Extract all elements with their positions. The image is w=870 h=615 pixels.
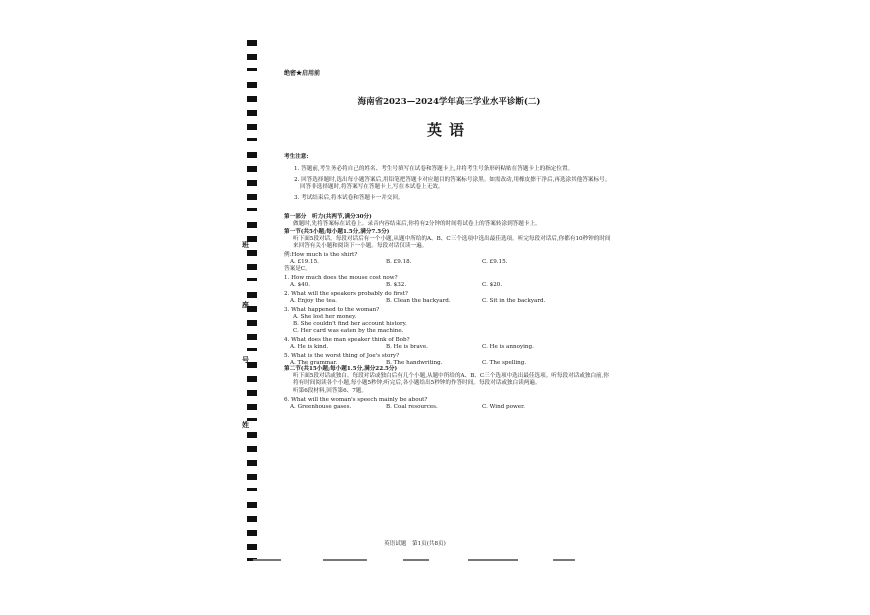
question: 6. What will the woman's speech mainly be about? <box>284 397 428 404</box>
binding-dash <box>247 40 257 46</box>
question: 4. What does the man speaker think of Bob? <box>284 336 410 343</box>
option: A. $40. <box>290 281 311 288</box>
binding-dash <box>247 138 257 141</box>
question: 2. What will the speakers probably do first? <box>284 290 408 297</box>
question-options <box>284 404 614 411</box>
option: C. $20. <box>482 281 503 288</box>
side-label: 班 <box>242 240 249 249</box>
scan-mark <box>253 559 281 561</box>
option: B. She couldn't find her account history. <box>293 320 407 327</box>
confidential-label: 绝密★启用前 <box>284 70 321 77</box>
option: C. Wind power. <box>482 404 525 411</box>
part1-heading: 第一部分 听力(共两节,满分30分) <box>284 213 372 220</box>
section1-intro: 听下面5段对话。每段对话后有一个小题,从题中所给的A、B、C三个选项中选出最佳选项。听完每段对话后,你都有10秒钟的时间来回答有关小题和阅读下一小题。每段对话仅读一遍。 <box>293 235 611 249</box>
example-answer: 答案是C。 <box>284 265 311 272</box>
page-footer: 英语试题 第1页(共8页) <box>384 541 446 547</box>
binding-dash <box>247 460 257 466</box>
binding-dash <box>247 292 257 298</box>
binding-dash <box>247 222 257 228</box>
binding-dash <box>247 488 257 491</box>
question-options <box>284 344 614 351</box>
binding-dash <box>247 82 257 88</box>
example-question: 例:How much is the shirt? <box>284 251 358 258</box>
scan-bottom-edge <box>253 559 583 561</box>
option: C. He is annoying. <box>482 343 534 350</box>
binding-dash <box>247 264 257 270</box>
option: B. He is brave. <box>386 343 428 350</box>
material-note: 听第6段材料,回答第6、7题。 <box>293 388 367 395</box>
binding-dash <box>247 180 257 186</box>
binding-dash <box>247 474 257 480</box>
note-item: 2. 回答选择题时,选出每小题答案后,用铅笔把答题卡对应题目的答案标号涂黑。如需改动,用橡皮擦干净后,再选涂其他答案标号。回答非选择题时,将答案写在答题卡上,写在本试卷上无效。 <box>294 176 611 190</box>
option: A. She lost her money. <box>293 313 357 320</box>
option: C. Her card was eaten by the machine. <box>293 327 404 334</box>
question: 3. What happened to the woman? <box>284 306 380 313</box>
option: A. He is kind. <box>290 343 329 350</box>
binding-dash <box>247 166 257 172</box>
option: B. Clean the backyard. <box>386 297 451 304</box>
binding-dash <box>247 96 257 102</box>
binding-dash <box>247 530 257 536</box>
question-options <box>284 298 614 305</box>
scan-mark <box>403 559 429 561</box>
option: A. Enjoy the tea. <box>290 297 337 304</box>
side-label: 号 <box>242 355 249 364</box>
section1-heading: 第一节(共5小题;每小题1.5分,满分7.5分) <box>284 228 390 235</box>
exam-title: 海南省2023—2024学年高三学业水平诊断(二) <box>357 96 541 107</box>
binding-dash <box>247 376 257 382</box>
question: 5. What is the worst thing of Joe's story? <box>284 352 400 359</box>
binding-dash <box>247 110 257 116</box>
binding-dash <box>247 544 257 550</box>
option: A. Greenhouse gases. <box>290 404 352 411</box>
notes-heading: 考生注意: <box>284 153 309 160</box>
binding-dash <box>247 124 257 130</box>
scan-mark <box>468 559 518 561</box>
binding-dash <box>247 432 257 438</box>
binding-dash <box>247 54 257 60</box>
option: A. £19.15. <box>290 258 319 265</box>
binding-dash <box>247 278 257 281</box>
binding-dash <box>247 502 257 508</box>
question-options <box>284 282 614 289</box>
option: A. The grammar. <box>290 359 338 366</box>
exam-content <box>284 70 614 411</box>
binding-dash <box>247 68 257 71</box>
section2-heading: 第二节(共15小题;每小题1.5分,满分22.5分) <box>284 366 398 373</box>
option: B. The handwriting. <box>386 359 443 366</box>
side-label: 座 <box>242 300 249 309</box>
binding-dash <box>247 390 257 396</box>
scan-mark <box>553 559 575 561</box>
subject-title: 英语 <box>426 121 471 140</box>
option: C. The spelling. <box>482 359 527 366</box>
option: B. Coal resources. <box>386 404 438 411</box>
note-item: 1. 答题前,考生务必将自己的姓名、考生号填写在试卷和答题卡上,并将考生号条形码粘贴在答题卡上的指定位置。 <box>294 165 574 172</box>
binding-dash <box>247 152 257 158</box>
binding-dash <box>247 208 257 211</box>
question: 1. How much does the mouse cost now? <box>284 274 398 281</box>
binding-dash <box>247 320 257 326</box>
example-options <box>284 259 614 266</box>
note-item: 3. 考试结束后,将本试卷和答题卡一并交回。 <box>294 194 404 201</box>
binding-dash <box>247 516 257 522</box>
binding-dash <box>247 334 257 340</box>
part1-intro: 做题时,先将答案标在试卷上。录音内容结束后,你将有2分钟的时间将试卷上的答案转涂到答题卡上。 <box>293 220 541 227</box>
binding-dash <box>247 404 257 410</box>
option: C. £9.15. <box>482 258 508 265</box>
option: B. £9.18. <box>386 258 412 265</box>
binding-dash <box>247 250 257 256</box>
option: B. $32. <box>386 281 407 288</box>
binding-dash <box>247 446 257 452</box>
binding-dash <box>247 194 257 200</box>
binding-dash <box>247 348 257 351</box>
scan-mark <box>323 559 367 561</box>
side-label: 姓 <box>242 420 249 429</box>
section2-intro: 听下面5段对话或独白。每段对话或独白后有几个小题,从题中所给的A、B、C三个选项中选出最佳选项。听每段对话或独白前,你将有时间阅读各个小题,每小题5秒钟;听完后,各小题给出5秒钟的作答时间。每段对话或独白读两遍。 <box>293 373 610 387</box>
option: C. Sit in the backyard. <box>482 297 546 304</box>
